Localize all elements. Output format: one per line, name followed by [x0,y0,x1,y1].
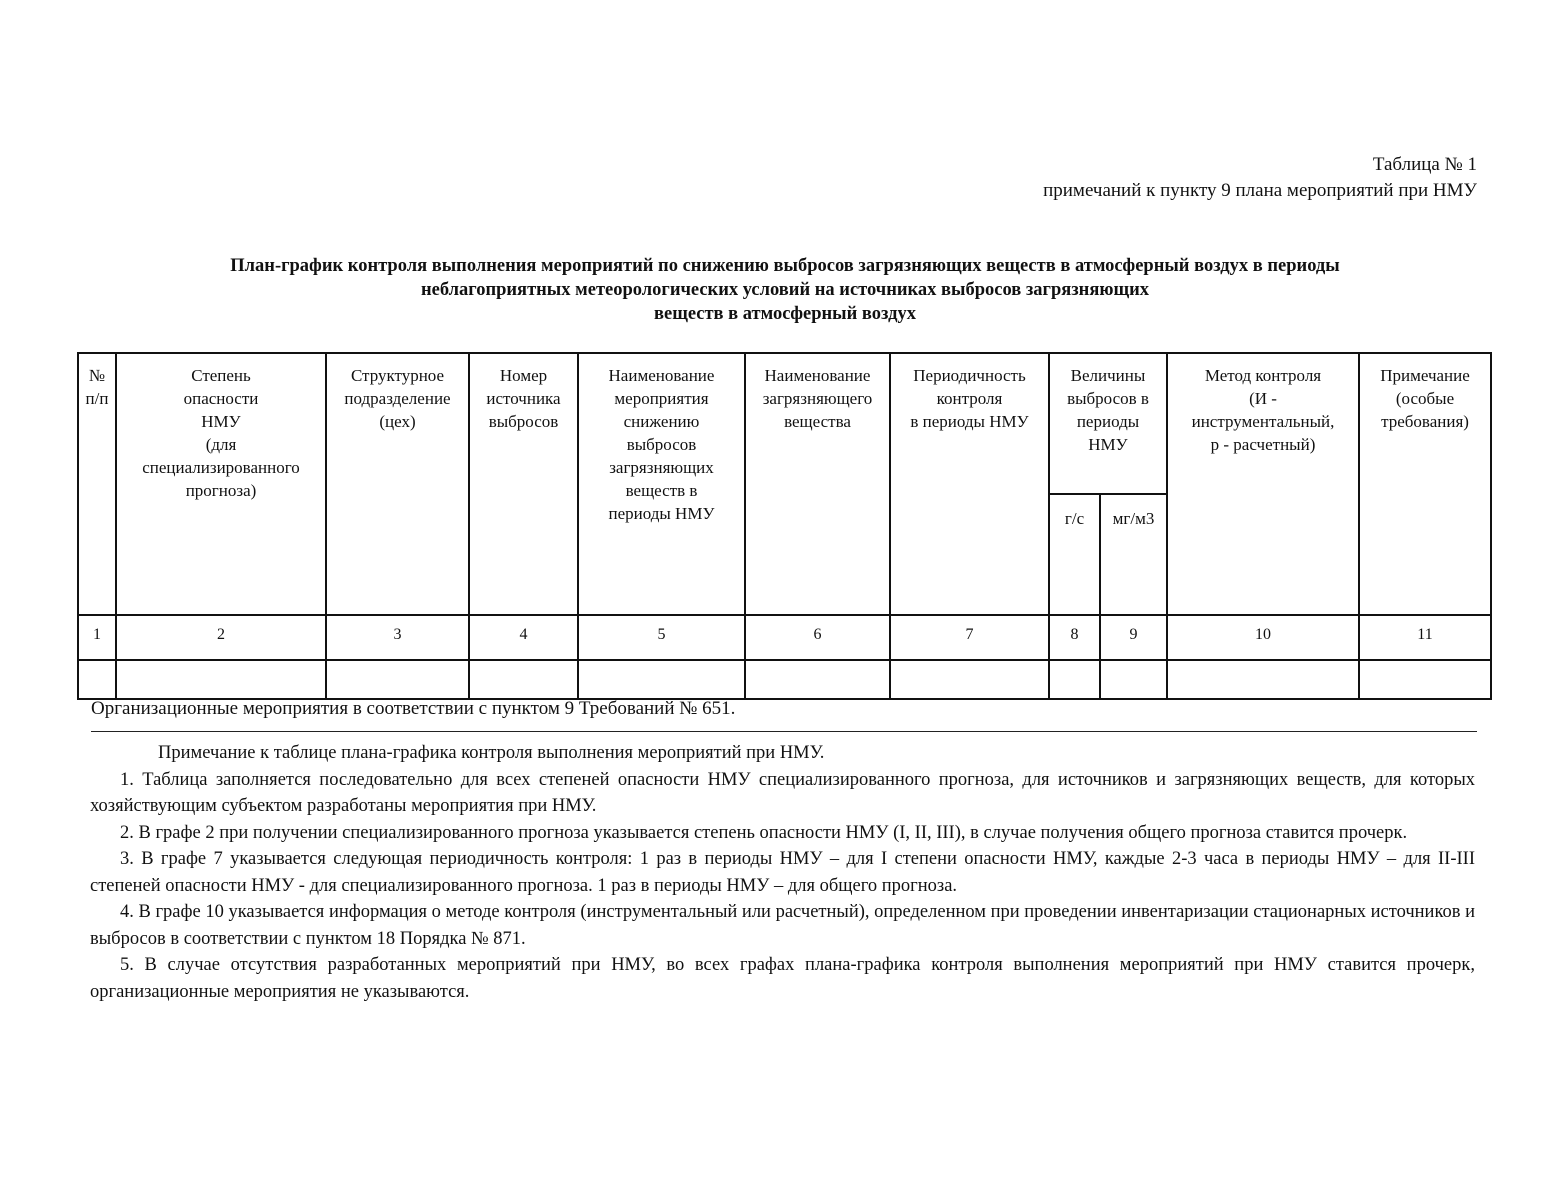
table-cell [78,660,116,699]
column-number: 4 [469,615,578,660]
organizational-measures-text: Организационные мероприятия в соответствии с пунктом 9 Требований № 651. [91,698,736,719]
column-number: 2 [116,615,326,660]
column-number: 1 [78,615,116,660]
table-cell [890,660,1049,699]
column-number: 6 [745,615,890,660]
table-reference [1043,152,1477,204]
column-number: 8 [1049,615,1100,660]
notes-title: Примечание к таблице плана-графика контроля выполнения мероприятий при НМУ. [158,743,825,763]
header-col-10: Метод контроля (И - инструментальный, р - расчетный) [1167,353,1359,615]
table-cell [326,660,469,699]
document-title [80,254,1490,326]
note-item-5: 5. В случае отсутствия разработанных мероприятий при НМУ, во всех графах плана-графика контроля выполнения мероприятий при НМУ ставится прочерк, организационные мероприятия не указываются. [90,955,1475,1002]
table-cell [1049,660,1100,699]
note-item-2: 2. В графе 2 при получении специализированного прогноза указывается степень опасности НМУ (I, II, III), в случае получения общего прогноза ставится прочерк. [120,822,1408,843]
column-number: 5 [578,615,745,660]
separator-line [91,731,1477,732]
table-cell [1359,660,1491,699]
column-number: 3 [326,615,469,660]
column-number: 7 [890,615,1049,660]
table-cell [1100,660,1167,699]
note-item-3: 3. В графе 7 указывается следующая периодичность контроля: 1 раз в периоды НМУ – для I степени опасности НМУ, каждые 2-3 часа в периоды НМУ – для II-III степеней опасности НМУ - для специализированного прогноза. 1 раз в периоды НМУ – для общего прогноза. [90,849,1475,896]
header-col-11: Примечание (особые требования) [1359,353,1491,615]
note-item-1: 1. Таблица заполняется последовательно для всех степеней опасности НМУ специализированного прогноза, для источников и загрязняющих веществ, для которых хозяйствующим субъектом разработаны мероприятия при НМУ. [90,769,1475,816]
table-cell [745,660,890,699]
header-col-8-9: Величины выбросов в периоды НМУ [1049,353,1167,494]
title-line-2: неблагоприятных метеорологических условий на источниках выбросов загрязняющих [420,280,1150,300]
column-number: 9 [1100,615,1167,660]
column-number: 10 [1167,615,1359,660]
table-cell [578,660,745,699]
header-col-8-unit: г/с [1049,494,1100,615]
notes-section [90,740,1475,1005]
table-cell [469,660,578,699]
header-col-4: Номер источника выбросов [469,353,578,615]
header-col-2: Степень опасности НМУ (для специализированного прогноза) [116,353,326,615]
control-schedule-table [77,352,1492,700]
table-caption: примечаний к пункту 9 плана мероприятий при НМУ [1043,180,1477,201]
title-line-3: веществ в атмосферный воздух [654,304,916,324]
header-col-9-unit: мг/м3 [1100,494,1167,615]
empty-data-row [78,660,1491,699]
header-col-1: № п/п [78,353,116,615]
header-row [78,353,1491,494]
table-cell [116,660,326,699]
note-item-4: 4. В графе 10 указывается информация о методе контроля (инструментальный или расчетный), определенном при проведении инвентаризации стационарных источников и выбросов в соответствии с пунктом 18 Порядка № 871. [90,902,1476,949]
header-col-7: Периодичность контроля в периоды НМУ [890,353,1049,615]
title-line-1: План-график контроля выполнения мероприятий по снижению выбросов загрязняющих веществ в атмосферный воздух в периоды [230,256,1340,276]
table-number: Таблица № 1 [1372,154,1477,175]
table-cell [1167,660,1359,699]
header-col-3: Структурное подразделение (цех) [326,353,469,615]
column-number-row [78,615,1491,660]
header-col-6: Наименование загрязняющего вещества [745,353,890,615]
column-number: 11 [1359,615,1491,660]
header-col-5: Наименование мероприятия снижению выбросов загрязняющих веществ в периоды НМУ [578,353,745,615]
